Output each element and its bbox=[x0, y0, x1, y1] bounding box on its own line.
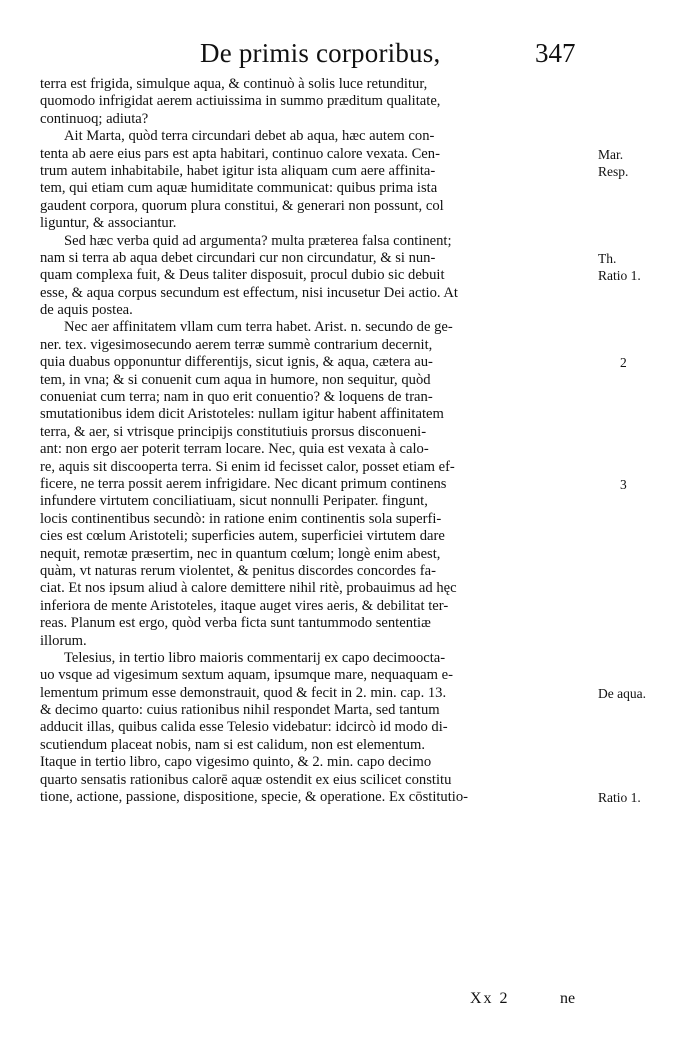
text-line: smutationibus idem dicit Aristoteles: nullam igitur habent affinitatem bbox=[40, 406, 444, 423]
text-line: terra, & aer, si vtrisque principijs constitutiuis prorsus disconueni- bbox=[40, 423, 427, 440]
text-line: infundere virtutem conciliatiuam, sicut nonnulli Peripater. fingunt, bbox=[40, 493, 428, 510]
marginal-notes bbox=[598, 0, 693, 1053]
paragraph bbox=[40, 650, 595, 807]
margin-note: Resp. bbox=[598, 164, 629, 179]
paragraph bbox=[40, 319, 595, 649]
text-line: lementum primum esse demonstrauit, quod & fecit in 2. min. cap. 13. bbox=[40, 684, 447, 701]
text-line: inferiora de mente Aristoteles, itaque auget vires aeris, & debilitat ter- bbox=[40, 597, 449, 614]
text-line: scutiendum placeat nobis, nam si est calidum, non est elementum. bbox=[40, 736, 426, 753]
text-line: tenta ab aere eius pars est apta habitari, continuo calore vexata. Cen- bbox=[40, 145, 440, 162]
text-line: quàm, vt naturas rerum violentet, & penitus discordes concordes fa- bbox=[40, 562, 436, 579]
running-head bbox=[40, 38, 600, 72]
text-line: uo vsque ad vigesimum sextum aquam, ipsumque mare, nequaquam e- bbox=[40, 667, 453, 684]
text-line: gaudent corpora, quorum plura constitui, & generari non possunt, col bbox=[40, 197, 444, 214]
text-line: & decimo quarto: cuius rationibus nihil respondet Marta, sed tantum bbox=[40, 702, 440, 719]
text-line: nam si terra ab aqua debet circundari cur non circundatur, & si nun- bbox=[40, 249, 436, 266]
text-line: quam complexa fuit, & Deus taliter disposuit, procul dubio sic debuit bbox=[40, 267, 445, 284]
main-text bbox=[40, 76, 595, 806]
text-line: Telesius, in tertio libro maioris commentarij ex capo decimooctа- bbox=[64, 649, 446, 666]
text-line: re, aquis sit discooperta terra. Si enim id fecisset calor, posset etiam ef- bbox=[40, 458, 455, 475]
text-line: continuoq; adiuta? bbox=[40, 110, 149, 127]
text-line: ciat. Et nos ipsum aliud à calore demittere nihil ritè, probauimus ad hęc bbox=[40, 580, 457, 597]
page-number: 347 bbox=[535, 38, 576, 68]
margin-note: 3 bbox=[620, 477, 627, 493]
text-line: liguntur, & associantur. bbox=[40, 215, 177, 232]
text-line: tem, in vna; & si conuenit cum aqua in humore, non sequitur, quòd bbox=[40, 371, 431, 388]
text-line: locis continentibus secundò: in ratione enim continentis sola superfi- bbox=[40, 510, 442, 527]
paragraph bbox=[40, 128, 595, 232]
text-line: ficere, ne terra possit aerem infrigidare. Nec dicant primum continens bbox=[40, 475, 447, 492]
margin-note: Mar. bbox=[598, 146, 624, 162]
text-line: quia duabus opponuntur differentijs, sicut ignis, & aqua, cætera au- bbox=[40, 354, 433, 371]
text-line: cies est cœlum Aristoteli; superficies autem, superficiei virtutem dare bbox=[40, 528, 445, 545]
text-line: esse, & aqua corpus secundum est effectum, nisi incusetur Dei actio. At bbox=[40, 284, 458, 301]
margin-note: Ratio 1. bbox=[598, 268, 641, 284]
text-line: ant: non ergo aer poterit terram locare. Nec, quia est vexata à calo- bbox=[40, 441, 429, 458]
paragraph bbox=[40, 233, 595, 320]
text-line: reas. Planum est ergo, quòd verba ficta sunt tantummodo sententiæ bbox=[40, 615, 431, 632]
text-line: conueniat cum terra; nam in quo erit conuentio? & loquens de tran- bbox=[40, 389, 433, 406]
margin-note: Th. bbox=[598, 251, 617, 266]
text-line: nequit, remotæ præsertim, nec in quantum cœlum; longè enim abest, bbox=[40, 545, 441, 562]
text-line: ner. tex. vigesimosecundo aerem terræ summè contrarium decernit, bbox=[40, 336, 433, 353]
text-line: tem, qui etiam cum aquæ humiditate communicat: quibus prima ista bbox=[40, 180, 438, 197]
page-footer bbox=[40, 990, 595, 1014]
text-line: quarto sensatis rationibus calorē aquæ ostendit ex eius scilicet constitu bbox=[40, 771, 452, 788]
text-line: illorum. bbox=[40, 632, 87, 649]
margin-note: De aqua. bbox=[598, 686, 646, 701]
text-line: terra est frigida, simulque aqua, & continuò à solis luce retunditur, bbox=[40, 76, 428, 92]
text-line: Nec aer affinitatem vllam cum terra habet. Arist. n. secundo de ge- bbox=[64, 319, 453, 336]
text-line: Ait Marta, quòd terra circundari debet ab aqua, hæc autem con- bbox=[64, 128, 435, 145]
margin-note: 2 bbox=[620, 355, 627, 371]
text-line: adducit illas, quibus calida esse Telesio videbatur: idcircò id modo di- bbox=[40, 719, 448, 736]
text-line: Itaque in tertio libro, capo vigesimo quinto, & 2. min. capo decimo bbox=[40, 754, 432, 771]
text-line: Sed hæc verba quid ad argumenta? multa præterea falsa continent; bbox=[64, 232, 452, 249]
text-line: trum autem inhabitabile, habet igitur ista aliquam cum aere affinita- bbox=[40, 162, 436, 179]
catchword: ne bbox=[560, 990, 576, 1007]
text-line: quomodo infrigidat aerem actiuissima in summo præditum qualitate, bbox=[40, 93, 441, 110]
paragraph bbox=[40, 76, 595, 128]
text-line: tione, actione, passione, dispositione, specie, & operatione. Ex cōstitutio- bbox=[40, 789, 468, 806]
signature-mark: Xx 2 bbox=[470, 990, 510, 1007]
margin-note: Ratio 1. bbox=[598, 790, 641, 806]
text-line: de aquis postea. bbox=[40, 302, 133, 319]
running-title: De primis corporibus, bbox=[200, 38, 441, 68]
